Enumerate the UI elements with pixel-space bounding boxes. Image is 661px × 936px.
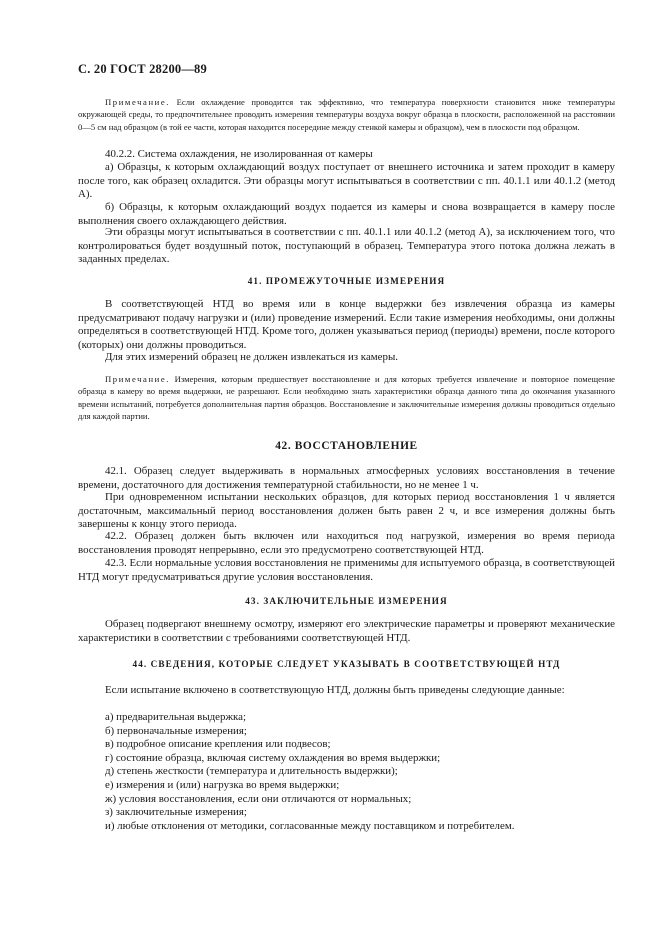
section-41-note — [78, 373, 615, 422]
list-item: з) заключительные измерения; — [105, 806, 247, 819]
list-item: г) состояние образца, включая систему охлаждения во время выдержки; — [105, 751, 441, 764]
section-41-p1: В соответствующей НТД во время или в конце выдержки без извлечения образца из камеры предусматривают подачу нагрузки и (или) проведение измерений. Если такие измерения необходимы, они должны определяться в соответствующей НТД. Кроме того, должен указываться период (периоды) времени, после которого (которых) они должны проводиться. — [78, 298, 615, 351]
section-44-heading: 44. СВЕДЕНИЯ, КОТОРЫЕ СЛЕДУЕТ УКАЗЫВАТЬ В СООТВЕТСТВУЮЩЕЙ НТД — [132, 659, 561, 669]
clause-40-2-2-b: б) Образцы, к которым охлаждающий воздух подается из камеры и снова возвращается в камеру после выполнения своего охлаждающего действия. — [78, 201, 615, 227]
clause-40-2-2-a: а) Образцы, к которым охлаждающий воздух поступает от внешнего источника и затем проходит в камеру после того, как образец охладится. Эти образцы могут испытываться в соответствии с пп. 40.1.1 или 40.1.2 (метод А). — [78, 161, 615, 201]
list-item: б) первоначальные измерения; — [105, 724, 247, 737]
note-lead: Примечание. — [105, 374, 171, 384]
list-item: ж) условия восстановления, если они отличаются от нормальных; — [105, 792, 412, 805]
note-lead: Примечание. — [105, 97, 171, 107]
section-42-heading: 42. ВОССТАНОВЛЕНИЕ — [275, 440, 418, 452]
section-44-list — [105, 711, 615, 833]
note-text: Если охлаждение проводится так эффективно, что температура поверхности становится ниже температуры окружающей среды, то предпочтительнее проводить измерения температуры воздуха вокруг образца в плоскости, расположенной на расстоянии 0—5 см над образцом (в той ее части, которая находится посередине между стенкой камеры и образцом), чем в плоскости под образцом. — [78, 97, 615, 132]
list-item: е) измерения и (или) нагрузка во время выдержки; — [105, 778, 340, 791]
section-43-p1: Образец подвергают внешнему осмотру, измеряют его электрические параметры и проверяют механические характеристики в соответствии с требованиями соответствующей НТД. — [78, 618, 615, 644]
list-item: а) предварительная выдержка; — [105, 711, 246, 723]
clause-42-3: 42.3. Если нормальные условия восстановления не применимы для испытуемого образца, в соответствующей НТД могут предусматриваться другие условия восстановления. — [78, 557, 615, 583]
section-41-p2: Для этих измерений образец не должен извлекаться из камеры. — [105, 351, 398, 363]
clause-42-2: 42.2. Образец должен быть включен или находиться под нагрузкой, измерения во время периода восстановления проводят непрерывно, если это предусмотрено соответствующей НТД. — [78, 530, 615, 556]
page-header: С. 20 ГОСТ 28200—89 — [78, 62, 207, 76]
list-item: д) степень жесткости (температура и длительность выдержки); — [105, 765, 398, 778]
note-cooling — [78, 96, 615, 133]
section-41-heading: 41. ПРОМЕЖУТОЧНЫЕ ИЗМЕРЕНИЯ — [247, 276, 446, 286]
list-item: в) подробное описание крепления или подвесов; — [105, 738, 331, 751]
clause-40-2-2-title: 40.2.2. Система охлаждения, не изолированная от камеры — [105, 148, 373, 160]
section-43-heading: 43. ЗАКЛЮЧИТЕЛЬНЫЕ ИЗМЕРЕНИЯ — [245, 596, 448, 606]
section-44-intro: Если испытание включено в соответствующую НТД, должны быть приведены следующие данные: — [105, 684, 565, 696]
clause-40-2-2-c: Эти образцы могут испытываться в соответствии с пп. 40.1.1 или 40.1.2 (метод А), за исключением того, что контролироваться будет воздушный поток, поступающий в образец. Температура этого потока должна лежать в заданных пределах. — [78, 226, 615, 266]
clause-42-1: 42.1. Образец следует выдерживать в нормальных атмосферных условиях восстановления в течение времени, достаточного для достижения температурной стабильности, но не менее 1 ч. — [78, 465, 615, 491]
list-item: и) любые отклонения от методики, согласованные между поставщиком и потребителем. — [105, 819, 515, 832]
note-text: Измерения, которым предшествует восстановление и для которых требуется извлечение и повторное помещение образца в камеру во время выдержки, не разрешают. Если необходимо знать характеристики образца данного типа до окончания указанного времени испытаний, потребуется дополнительная партия образцов. Восстановление и заключительные измерения должны проводиться отдельно для каждой партии. — [78, 374, 615, 421]
clause-42-1-cont: При одновременном испытании нескольких образцов, для которых период восстановления 1 ч является достаточным, максимальный период восстановления должен быть равен 2 ч, и все измерения должны быть завершены к концу этого периода. — [78, 491, 615, 531]
